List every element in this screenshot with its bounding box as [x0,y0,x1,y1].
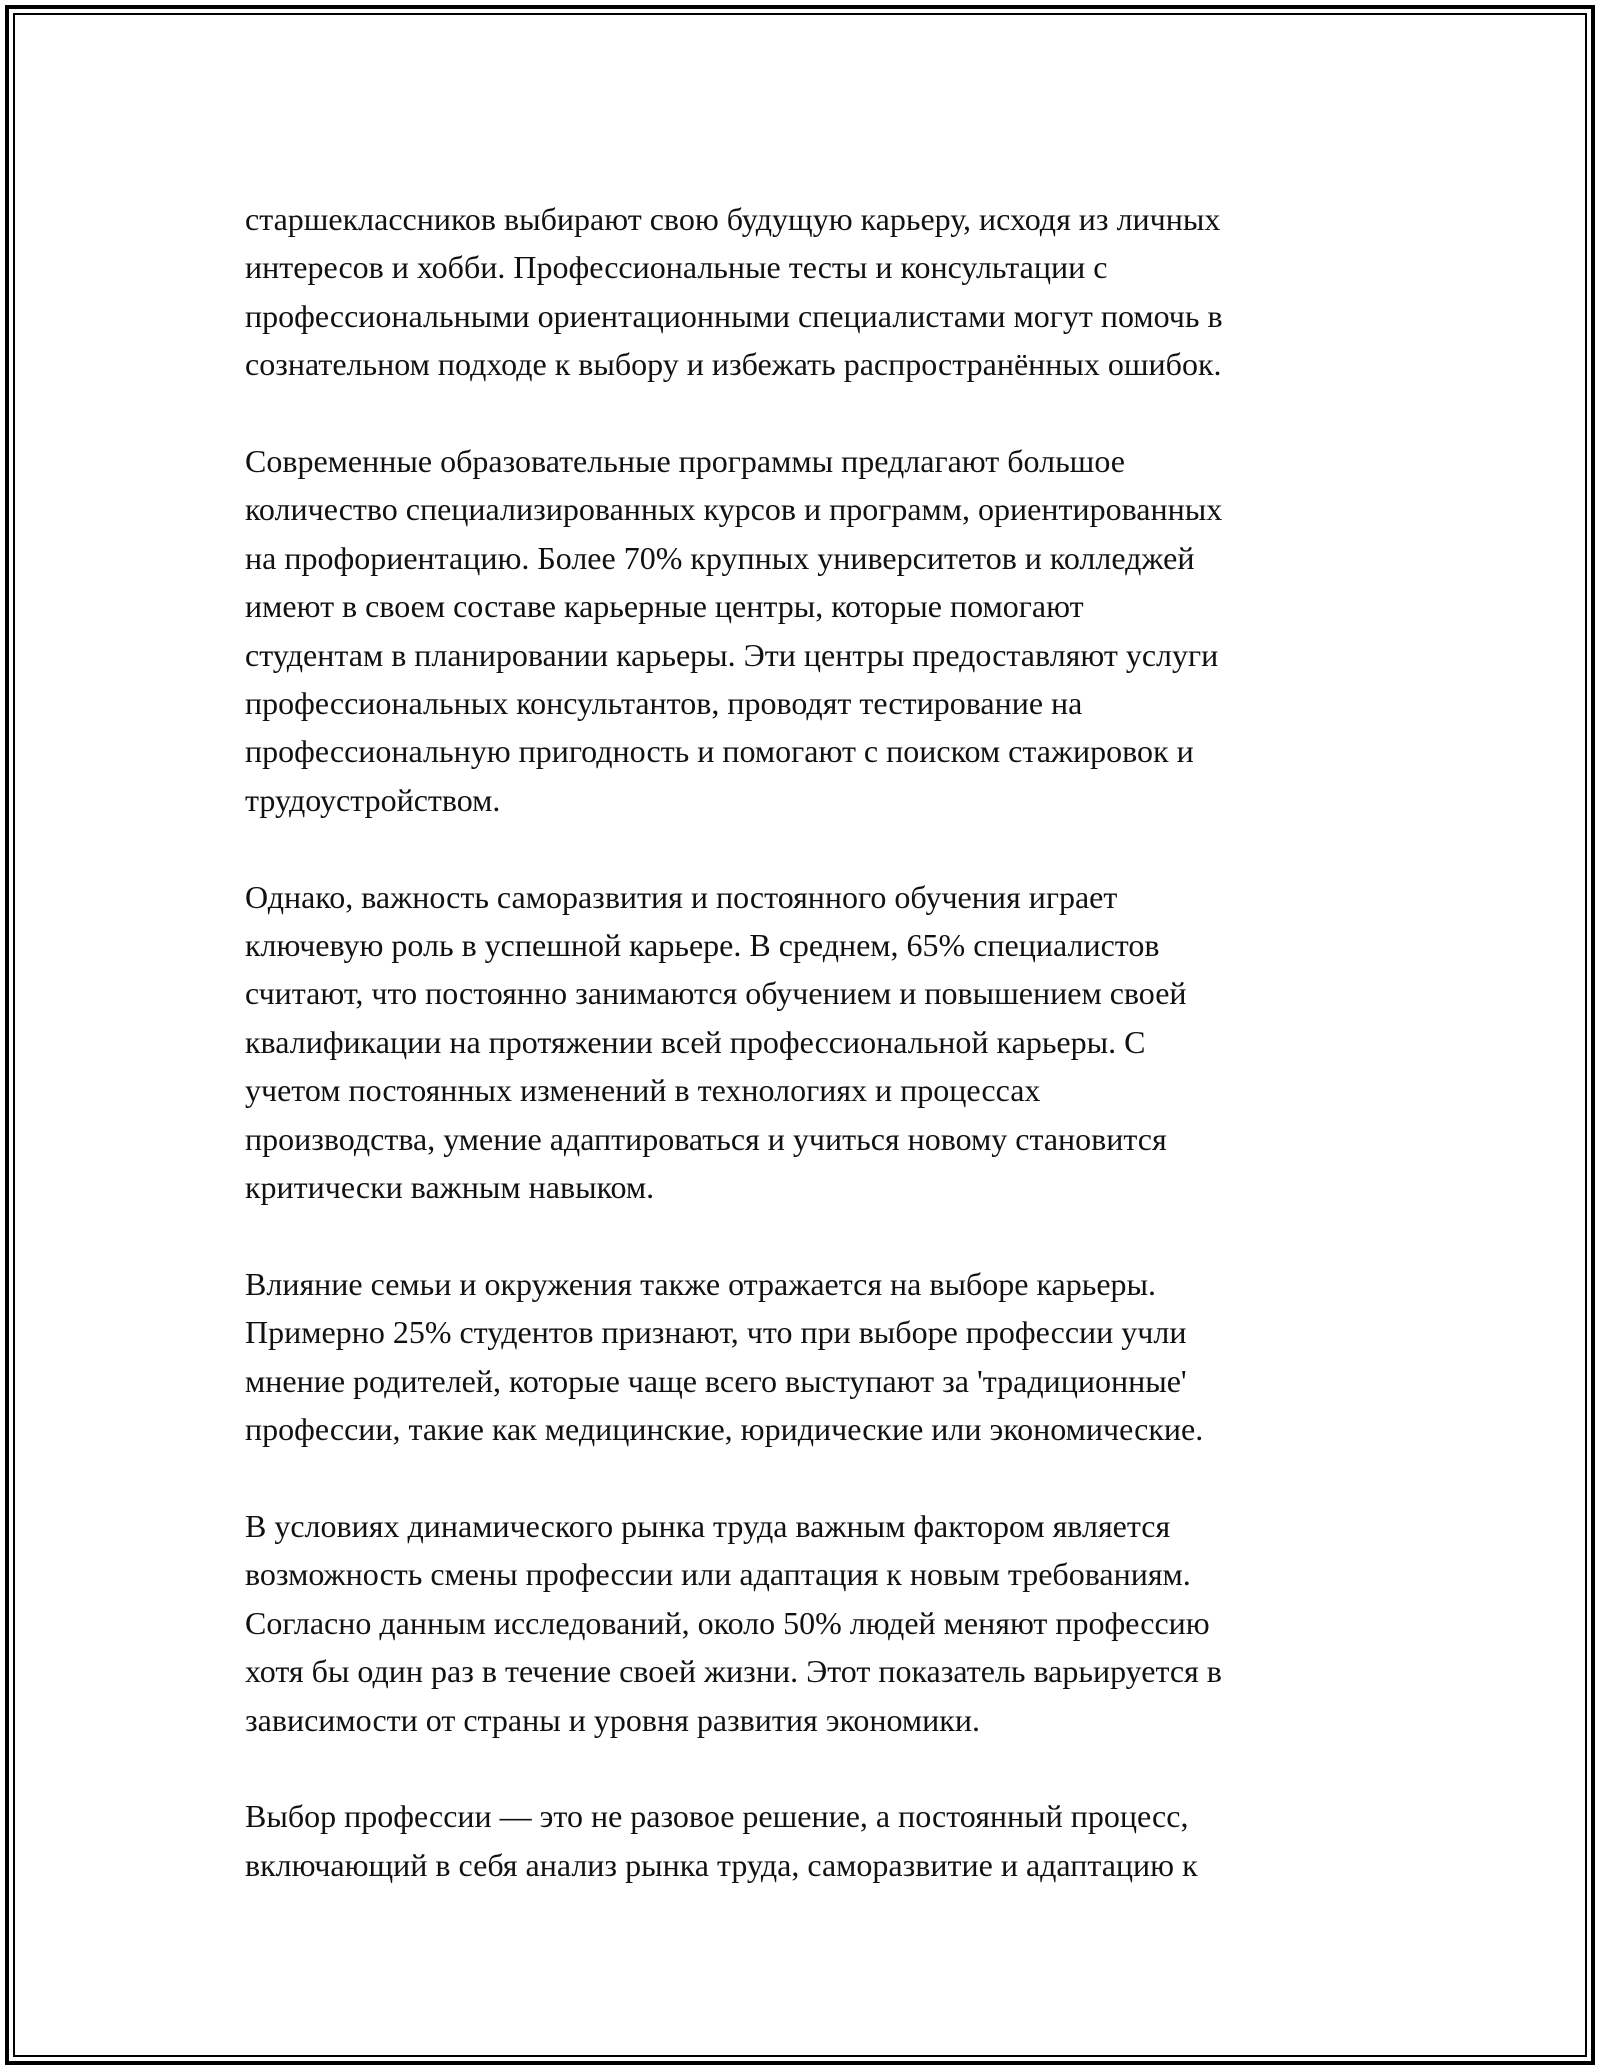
text-line: Современные образовательные программы предлагают большое [245,443,1125,480]
text-line: производства, умение адаптироваться и учиться новому становится [245,1120,1167,1157]
document-body [245,195,1395,1938]
text-line: мнение родителей, которые чаще всего выступают за 'традиционные' [245,1362,1187,1399]
text-line: Однако, важность саморазвития и постоянного обучения играет [245,878,1118,915]
text-line: профессии, такие как медицинские, юридические или экономические. [245,1411,1204,1448]
text-line: включающий в себя анализ рынка труда, саморазвитие и адаптацию к [245,1846,1198,1883]
text-line: профессиональную пригодность и помогают с поиском стажировок и [245,733,1194,770]
text-line: возможность смены профессии или адаптация к новым требованиям. [245,1556,1191,1593]
paragraph-6 [245,1792,1395,1889]
text-line: сознательном подходе к выбору и избежать распространённых ошибок. [245,346,1222,383]
paragraph-1 [245,195,1395,389]
paragraph-3 [245,873,1395,1212]
text-line: имеют в своем составе карьерные центры, которые помогают [245,588,1084,625]
text-line: профессиональных консультантов, проводят тестирование на [245,685,1083,722]
paragraph-2 [245,437,1395,824]
text-line: квалификации на протяжении всей профессиональной карьеры. С [245,1023,1146,1060]
text-line: на профориентацию. Более 70% крупных университетов и колледжей [245,539,1195,576]
text-line: критически важным навыком. [245,1169,655,1206]
text-line: количество специализированных курсов и программ, ориентированных [245,491,1223,528]
page-frame [5,5,1595,2065]
text-line: хотя бы один раз в течение своей жизни. Этот показатель варьируется в [245,1653,1222,1690]
text-line: Примерно 25% студентов признают, что при выборе профессии учли [245,1314,1187,1351]
text-line: зависимости от страны и уровня развития экономики. [245,1701,980,1738]
text-line: интересов и хобби. Профессиональные тесты и консультации с [245,249,1108,286]
text-line: В условиях динамического рынка труда важным фактором является [245,1507,1171,1544]
text-line: Выбор профессии — это не разовое решение, а постоянный процесс, [245,1798,1189,1835]
text-line: ключевую роль в успешной карьере. В среднем, 65% специалистов [245,927,1160,964]
text-line: студентам в планировании карьеры. Эти центры предоставляют услуги [245,636,1219,673]
paragraph-5 [245,1502,1395,1744]
text-line: учетом постоянных изменений в технологиях и процессах [245,1072,1041,1109]
text-line: профессиональными ориентационными специалистами могут помочь в [245,297,1223,334]
text-line: старшеклассников выбирают свою будущую карьеру, исходя из личных [245,201,1221,237]
text-line: считают, что постоянно занимаются обучением и повышением своей [245,975,1187,1012]
text-line: Согласно данным исследований, около 50% людей меняют профессию [245,1604,1210,1641]
text-line: трудоустройством. [245,781,501,818]
paragraph-4 [245,1260,1395,1454]
text-line: Влияние семьи и окружения также отражается на выборе карьеры. [245,1265,1157,1302]
